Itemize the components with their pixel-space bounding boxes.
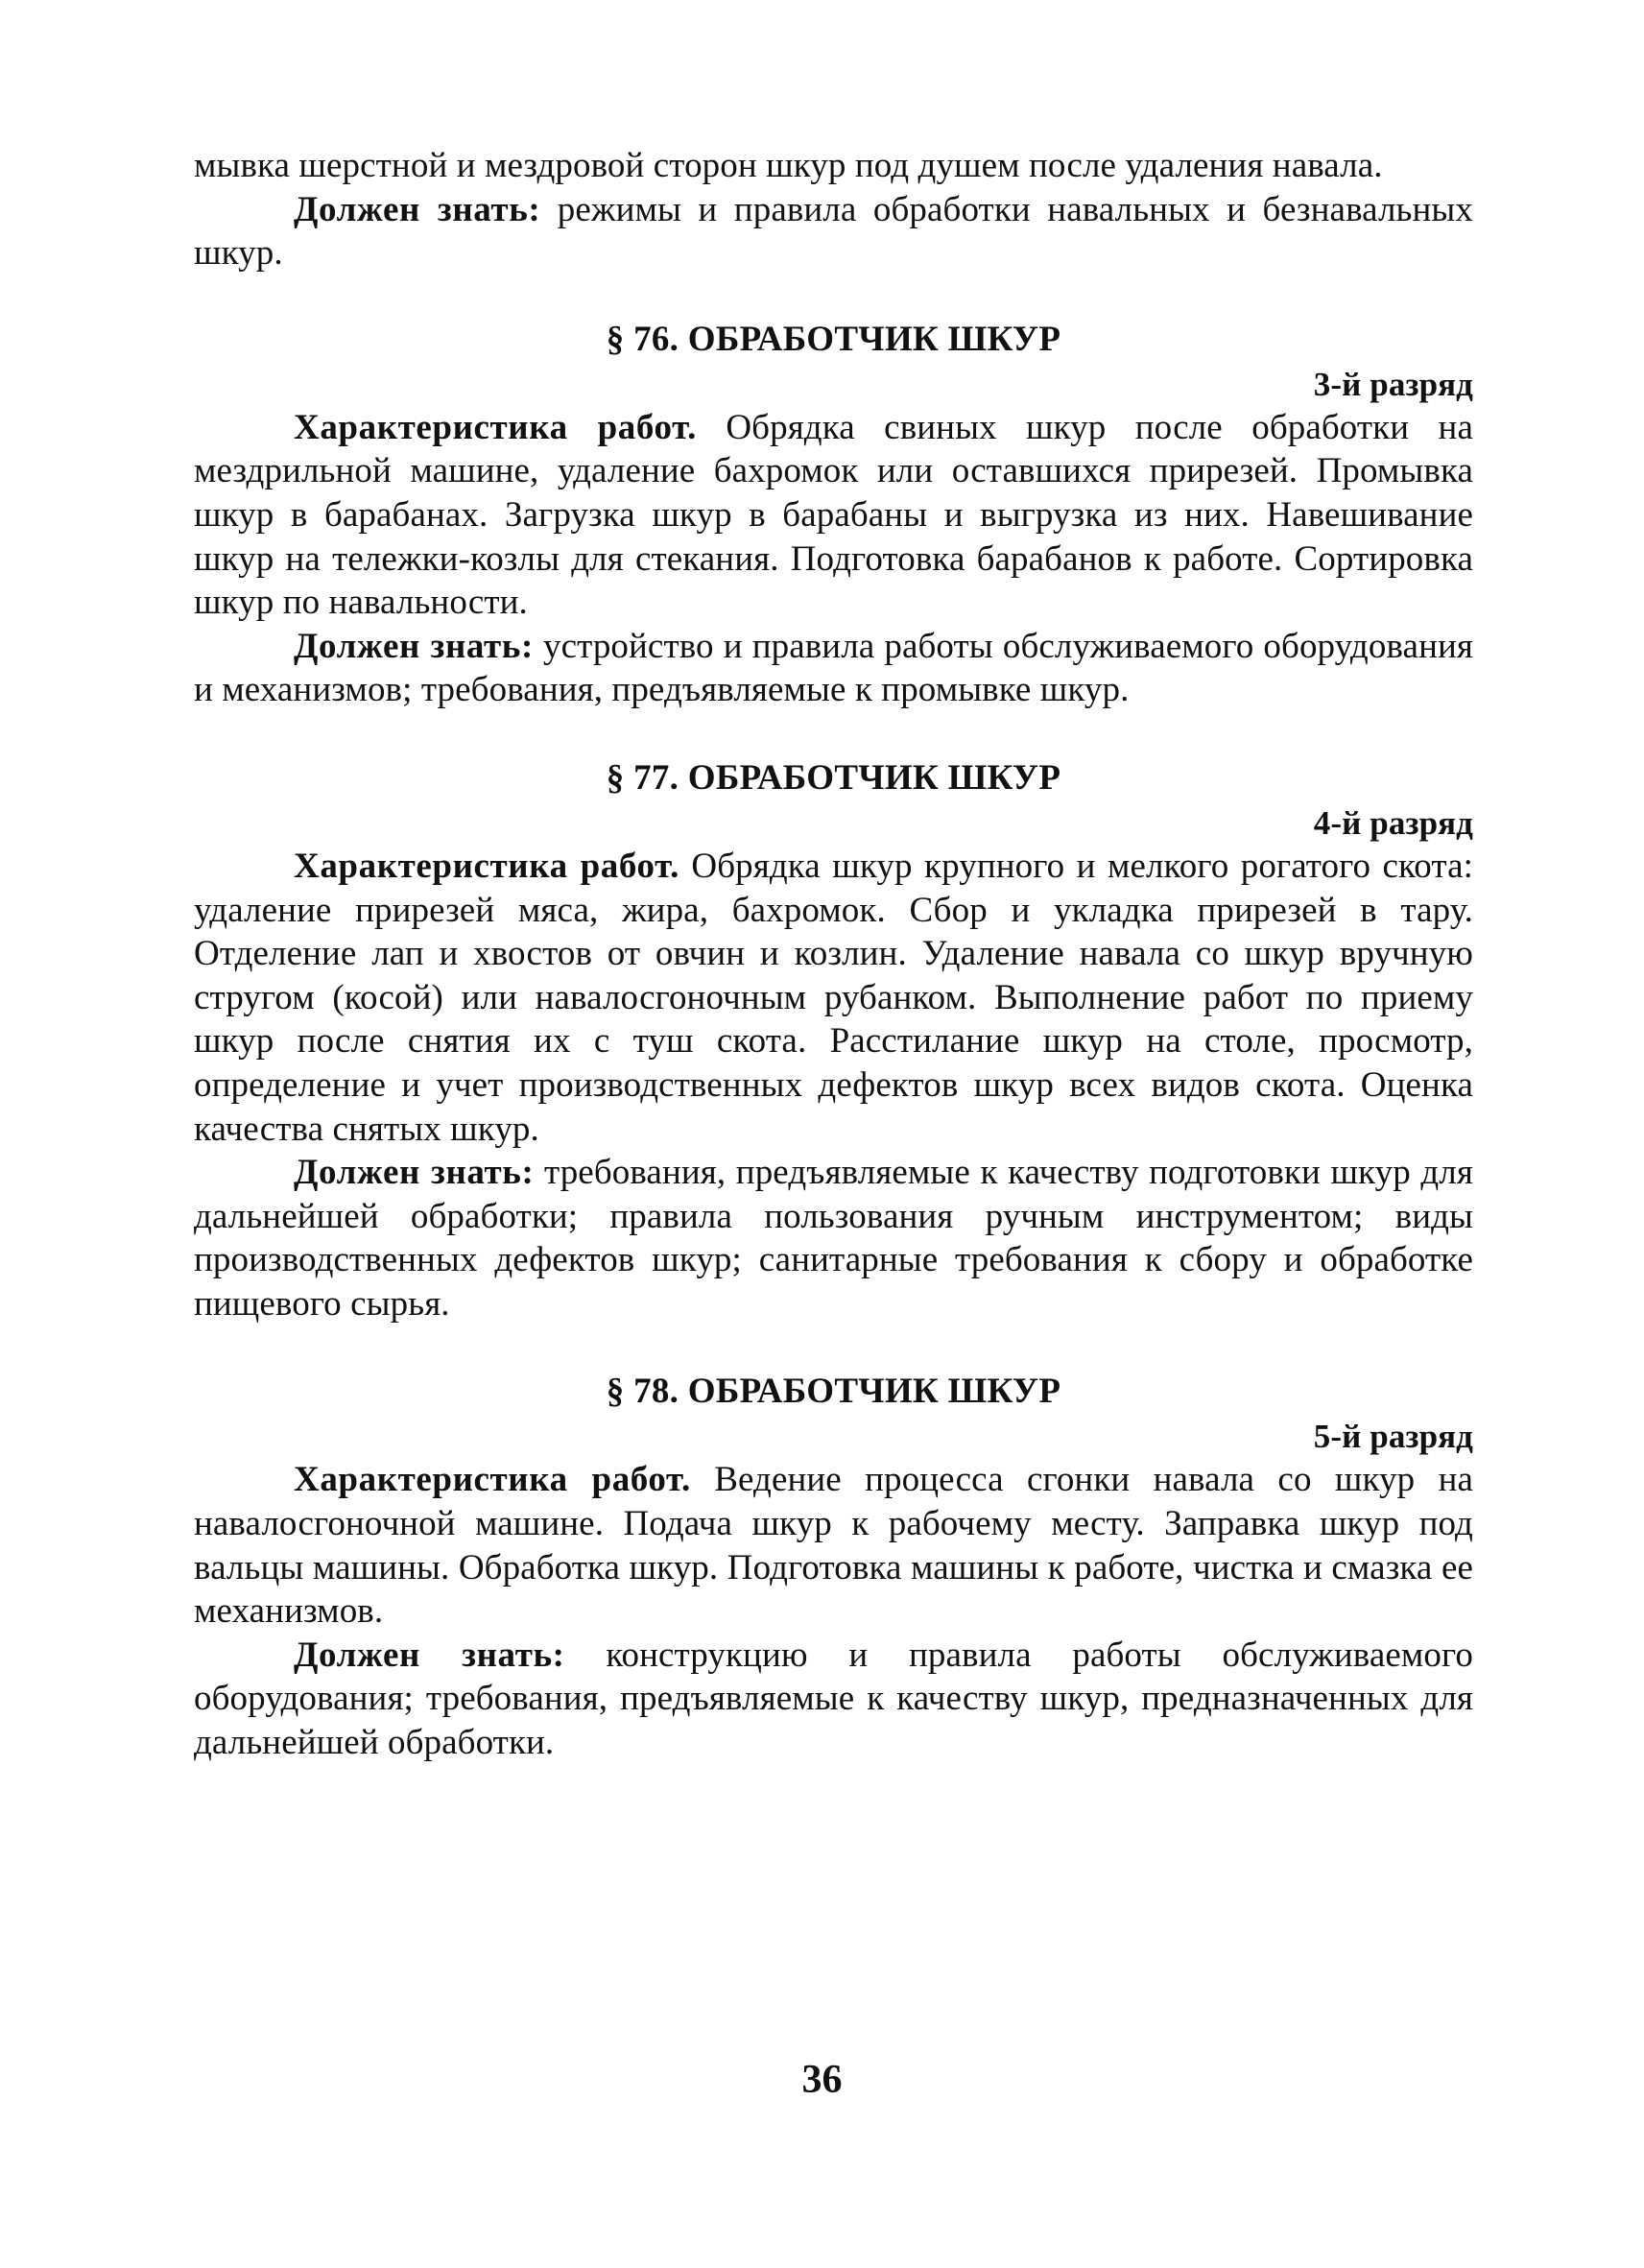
section-77: [194, 756, 1473, 1326]
work-label: Характеристика работ.: [294, 1460, 691, 1500]
section-grade: 5-й разряд: [1313, 1418, 1473, 1456]
page-number: 36: [801, 2058, 843, 2102]
work-characteristics: [194, 406, 1473, 625]
knowledge-text: режимы и правила обработки навальных и безнавальных шкур.: [194, 189, 1473, 274]
work-characteristics: [194, 1458, 1473, 1633]
section-grade: 4-й разряд: [1313, 803, 1473, 842]
work-characteristics: [194, 845, 1473, 1151]
section-heading: § 77. ОБРАБОТЧИК ШКУР: [606, 757, 1061, 798]
work-text: Ведение процесса сгонки навала со шкур на навалосгоночной машине. Подача шкур к рабочему месту. Заправка шкур под вальцы машины. Обработка шкур. Подготовка машины к работе, чистка и смазка ее механизмов.: [194, 1460, 1473, 1632]
required-knowledge: [194, 625, 1473, 712]
knowledge-label: Должен знать:: [294, 189, 541, 229]
section-78: [194, 1370, 1473, 1764]
knowledge-text: конструкцию и правила работы обслуживаемого оборудования; требования, предъявляемые к качеству шкур, предназначенных для дальнейшей обработки.: [194, 1635, 1473, 1763]
section-heading: § 78. ОБРАБОТЧИК ШКУР: [606, 1372, 1061, 1412]
intro-knowledge: [194, 188, 1473, 275]
knowledge-label: Должен знать:: [294, 1153, 535, 1193]
required-knowledge: [194, 1634, 1473, 1765]
section-76: [194, 318, 1473, 712]
work-label: Характеристика работ.: [294, 407, 697, 447]
section-grade: 3-й разряд: [1313, 365, 1473, 403]
knowledge-text: устройство и правила работы обслуживаемого оборудования и механизмов; требования, предъявляемые к промывке шкур.: [194, 626, 1473, 710]
intro-continuation: мывка шерстной и мездровой сторон шкур под душем после удаления навала.: [194, 146, 1383, 185]
knowledge-text: требования, предъявляемые к качеству подготовки шкур для дальнейшей обработки; правила пользования ручным инструментом; виды производственных дефектов шкур; санитарные требования к сбору и обработке пищевого сырья.: [194, 1153, 1473, 1324]
section-heading: § 76. ОБРАБОТЧИК ШКУР: [606, 319, 1061, 359]
work-text: Обрядка свиных шкур после обработки на мездрильной машине, удаление бахромок или оставшихся прирезей. Промывка шкур в барабанах. Загрузка шкур в барабаны и выгрузка из них. Навешивание шкур на тележки-козлы для стекания. Подготовка барабанов к работе. Сортировка шкур по навальности.: [194, 407, 1473, 623]
knowledge-label: Должен знать:: [294, 626, 534, 666]
required-knowledge: [194, 1151, 1473, 1325]
page-body: [194, 144, 1473, 1765]
work-text: Обрядка шкур крупного и мелкого рогатого скота: удаление прирезей мяса, жира, бахромок. Сбор и укладка прирезей в тару. Отделение лап и хвостов от овчин и козлин. Удаление навала со шкур вручную стругом (косой) или навалосгоночным рубанком. Выполнение работ по приему шкур после снятия их с туш скота. Расстилание шкур на столе, просмотр, определение и учет производственных дефектов шкур всех видов скота. Оценка качества снятых шкур.: [194, 846, 1473, 1149]
knowledge-label: Должен знать:: [294, 1635, 565, 1675]
work-label: Характеристика работ.: [294, 846, 679, 886]
